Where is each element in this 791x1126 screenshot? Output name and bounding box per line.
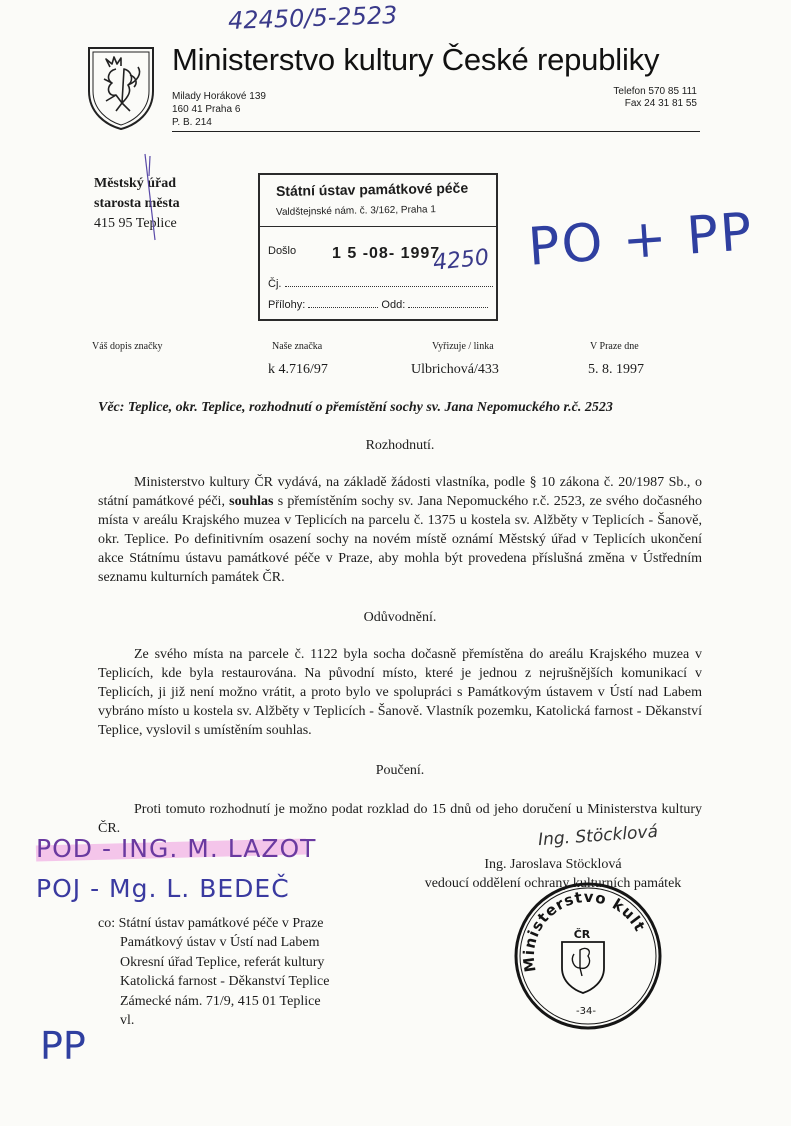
your-ref-label: Váš dopis značky (92, 341, 163, 352)
ministry-title: Ministerstvo kultury České republiky (172, 42, 660, 77)
recipient-line: 415 95 Teplice (94, 216, 177, 231)
instruction-heading: Poučení. (375, 763, 425, 778)
cc-item: Památkový ústav v Ústí nad Labem (120, 935, 320, 951)
decision-text-end: s přemístěním sochy sv. Jana Nepomuckého r.č. 2523, ze svého dočasného místa v areálu Krajského muzea v Teplicích na parcelu č. 1375 u kostela sv. Alžběty v Teplicích - Šanově, okr. Teplice. Po definitivním osazení sochy na novém místě oznámí Městský úřad v Teplicích ukončení akce Státnímu ústavu památkové péče v Praze, aby mohla být provedena příslušná změna v Ústředním seznamu kulturních památek ČR. (98, 494, 702, 585)
handled-by-label: Vyřizuje / linka (432, 341, 494, 352)
date-value: 5. 8. 1997 (588, 362, 644, 377)
decision-heading: Rozhodnutí. (365, 438, 435, 453)
handwritten-po-pp: PO + PP (526, 202, 756, 278)
cc-item: Okresní úřad Teplice, referát kultury (120, 954, 325, 970)
decision-paragraph (98, 473, 702, 587)
reasoning-paragraph: Ze svého místa na parcele č. 1122 byla socha dočasně přemístěna do areálu Krajského muzea v Teplicích, kde byla restaurována. Na původní místo, které je jednou z nejrušnějších komunikací v Teplicích, ji již není možno vrátit, a proto bylo ve spolupráci s Památkovým ústavem v Ústí nad Labem vybráno místo u kostela sv. Alžběty v Teplicích - Šanově. Vlastník pozemku, Katolická farnost - Děkanství Teplice, vyslovil s umístěním souhlas. (98, 647, 702, 738)
seal-text: Ministerstvo kultury (519, 887, 650, 974)
header-divider (172, 131, 700, 132)
cc-item: Katolická farnost - Děkanství Teplice (120, 974, 330, 990)
recipient-line: starosta města (94, 196, 180, 211)
decision-consent-word: souhlas (229, 494, 274, 509)
seal-number: -34- (576, 1006, 596, 1017)
handwritten-strike-mark (141, 152, 161, 249)
phone-number: Telefon 570 85 111 (613, 86, 697, 97)
our-ref-label: Naše značka (272, 341, 323, 352)
handwritten-pp-note: PP (40, 1024, 86, 1068)
handled-by-value: Ulbrichová/433 (411, 362, 499, 377)
stamp-received-label: Došlo (268, 245, 297, 257)
cc-item: Zámecké nám. 71/9, 415 01 Teplice (120, 993, 321, 1009)
date-label: V Praze dne (590, 341, 639, 352)
stamp-institution: Státní ústav památkové péče (275, 179, 469, 199)
subject-line: Věc: Teplice, okr. Teplice, rozhodnutí o přemístění sochy sv. Jana Nepomuckého r.č. 2523 (98, 400, 613, 415)
handwritten-file-number: 42450/5-2523 (227, 1, 398, 35)
instruction-paragraph: Proti tomuto rozhodnutí je možno podat rozklad do 15 dnů od jeho doručení u Ministerstva kultury ČR. (98, 802, 702, 836)
stamp-institution-address: Valdštejnské nám. č. 3/162, Praha 1 (275, 204, 436, 218)
recipient-address (94, 174, 180, 234)
cc-list (98, 914, 329, 1030)
stamp-cj-row (268, 278, 493, 290)
coat-of-arms-logo (86, 45, 156, 136)
cc-item: vl. (120, 1013, 135, 1029)
fax-number: Fax 24 31 81 55 (624, 98, 697, 109)
handwritten-pod-note: POD - ING. M. LAZOT (36, 834, 317, 863)
address-line: P. B. 214 (172, 117, 212, 128)
stamp-odd-label: Odd: (381, 299, 406, 311)
address-line: Milady Horákové 139 (172, 91, 266, 102)
stamp-received-date: 1 5 -08- 1997 (332, 245, 441, 262)
decision-text-start: Ministerstvo kultury ČR vydává, na základě žádosti vlastníka, podle § 10 zákona č. 20/1987 Sb., o státní památkové péči, (98, 475, 702, 509)
official-seal (512, 880, 664, 1037)
reasoning-heading: Odůvodnění. (363, 610, 437, 625)
ministry-address (172, 90, 266, 129)
ministry-contact (613, 86, 697, 110)
stamp-cj-label: Čj. (268, 278, 282, 290)
recipient-line: Městský úřad (94, 176, 177, 191)
handwritten-stamp-number: 4250 (431, 245, 491, 276)
seal-inner-text: ČR (573, 928, 591, 941)
signatory-role: vedoucí oddělení ochrany kulturních památek (424, 876, 682, 891)
stamp-attachments-label: Přílohy: (268, 299, 306, 311)
signatory-name: Ing. Jaroslava Stöcklová (484, 857, 622, 872)
handwritten-signature: Ing. Stöcklová (537, 821, 659, 851)
address-line: 160 41 Praha 6 (172, 104, 241, 115)
stamp-attachments-row (268, 299, 488, 311)
cc-item: co: Státní ústav památkové péče v Praze (98, 916, 324, 931)
our-ref-value: k 4.716/97 (268, 362, 328, 377)
handwritten-poj-note: POJ - Mg. L. BEDEČ (36, 874, 290, 903)
